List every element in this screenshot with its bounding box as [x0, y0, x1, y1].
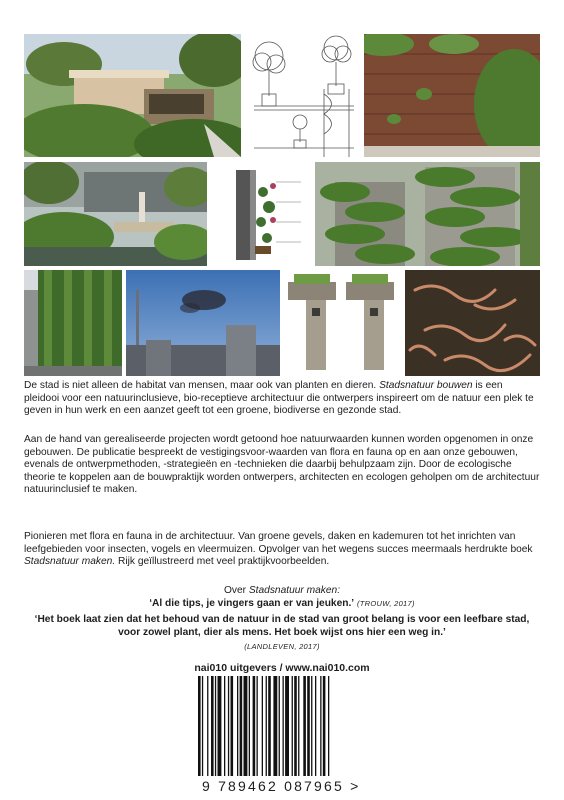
description-paragraph-2: Aan de hand van gerealiseerde projecten wordt getoond hoe natuurwaarden kunnen worden opgenomen in onze gebouwen. De publicatie bespreekt de vestigingsvoor-waarden van flora en fauna op en aan onze gebouwen, evenals de ontwerpmethoden, -strategieën en -technieken die daarbij behulpzaam zijn. Door de ecologische theorie te koppelen aan de bouwpraktijk worden ontwerpers, architecten en ecologen geholpen om de architectuur natuurinclusief te maken. [24, 434, 540, 496]
green-facade-photo [24, 270, 122, 376]
starling-murmuration-photo [126, 270, 280, 376]
rooftop-garden-photo [24, 34, 241, 157]
description-paragraph-3: Pionieren met flora en fauna in de architectuur. Van groene gevels, daken en kademuren tot het inrichten van leefgebieden voor insecten, vogels en vleermuizen. Opvolger van het wegens succes meermaals herdrukte boek Stadsnatuur maken. Rijk geïllustreerd met veel praktijkvoorbeelden. [24, 531, 533, 568]
green-tower-photo [315, 162, 540, 266]
isbn-number: 9 789462 087965 > [202, 778, 361, 794]
bird-nest-boxes-photo [284, 270, 401, 376]
quote-2: ‘Het boek laat zien dat het behoud van de natuur in de stad van groot belang is voor een leefbare stad, voor zowel plant, dier als mens. Het boek wijst ons hier een weg in.’ [34, 614, 530, 638]
quote-1: ‘Al die tips, je vingers gaan er van jeuken.’ (TROUW, 2017) [149, 598, 415, 609]
quote-2-source: (LANDLEVEN, 2017) [244, 642, 320, 651]
architectural-drawing [244, 34, 361, 157]
quote-1-source: (TROUW, 2017) [357, 599, 415, 608]
plant-wall-detail-drawing [211, 162, 311, 266]
barcode-graphic [196, 676, 372, 776]
over-line: Over Stadsnatuur maken: [223, 585, 341, 596]
water-garden-photo [24, 162, 207, 266]
earthworms-photo [405, 270, 540, 376]
barcode-arrow: > [350, 778, 361, 794]
brick-wall-plants-photo [364, 34, 540, 157]
description-paragraph-1: De stad is niet alleen de habitat van mensen, maar ook van planten en dieren. Stadsnatuur bouwen is een pleidooi voor een natuurinclusieve, bio-receptieve architectuur die ontwerpers inspireert om de natuur een plek te geven in hun werk en een aanzet geeft tot een groene, biodiverse en gezonde stad. [24, 380, 534, 417]
publisher-line: nai010 uitgevers / www.nai010.com [194, 662, 370, 674]
